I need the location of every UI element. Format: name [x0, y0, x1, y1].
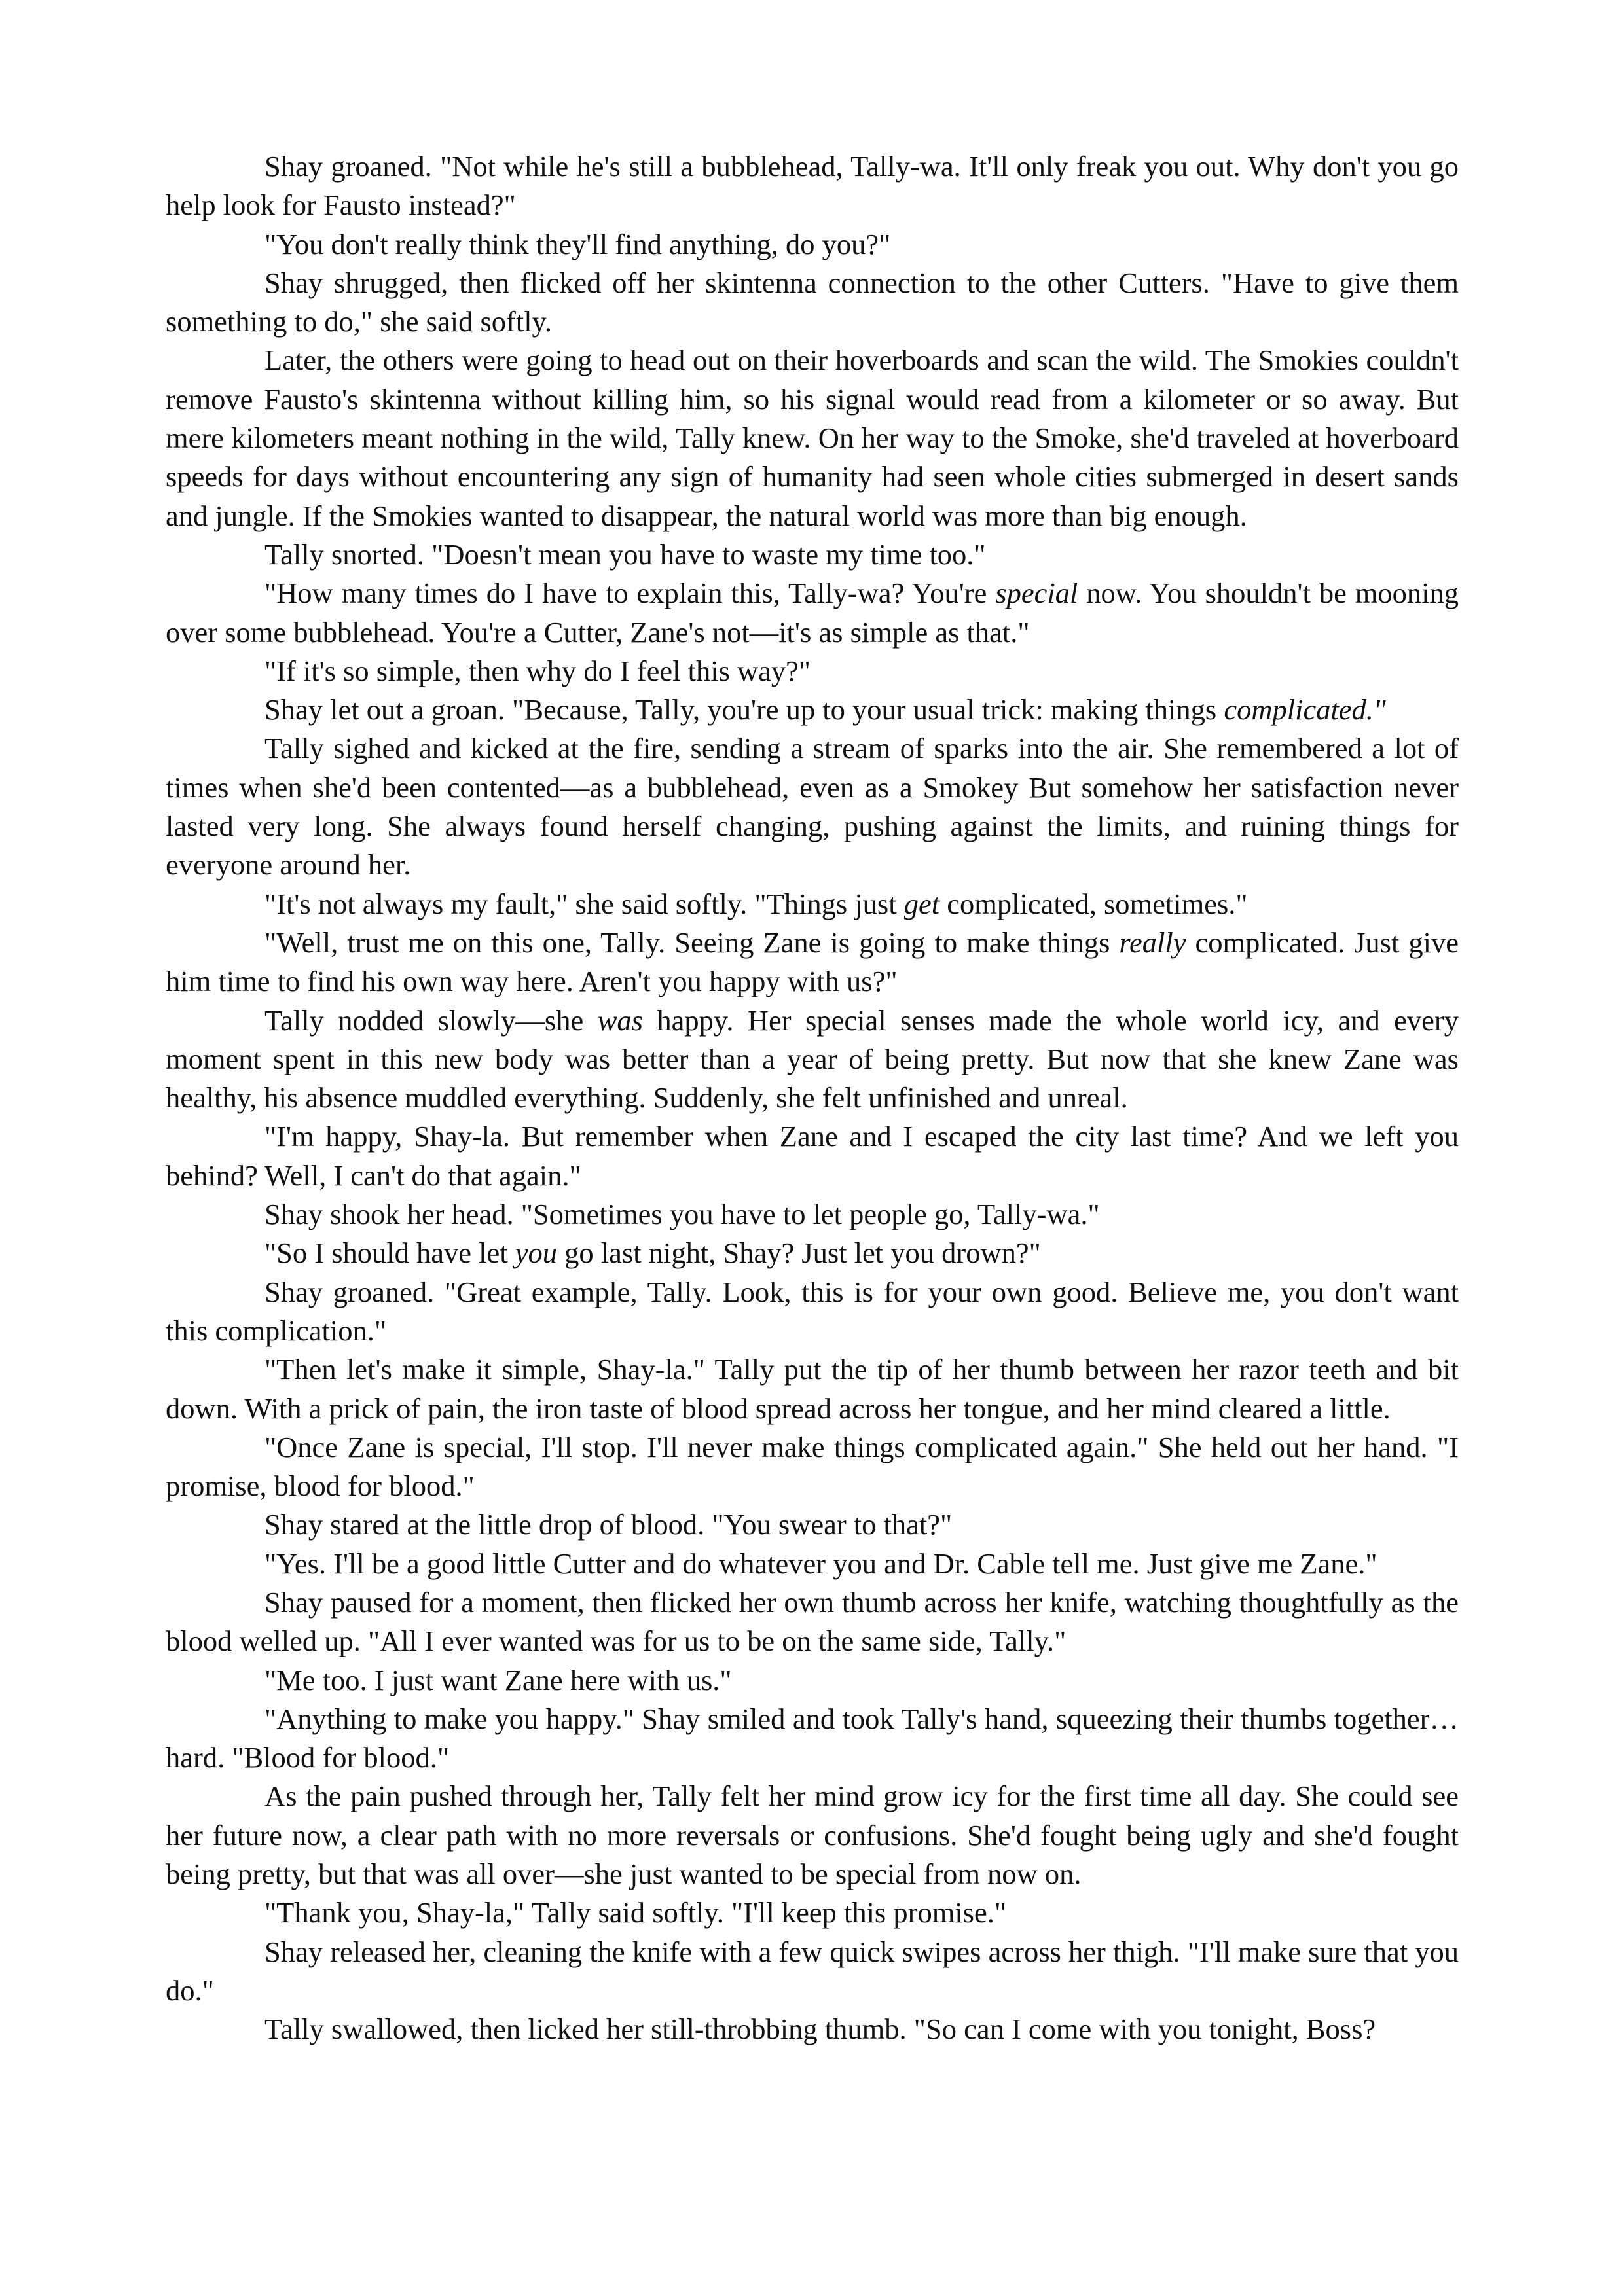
text-run: Tally sighed and kicked at the fire, sending a stream of sparks into the air. She remembered a lot of times when she'd been contented—as a bubblehead, even as a Smokey But somehow her satisfaction never lasted very long. She always found herself changing, pushing against the limits, and ruining things for everyone around her. — [166, 732, 1459, 882]
paragraph — [166, 1661, 1459, 1700]
text-run: Tally swallowed, then licked her still-throbbing thumb. "So can I come with you tonight, Boss? — [264, 2013, 1376, 2046]
paragraph — [166, 1195, 1459, 1234]
text-run: now. You shouldn't be mooning over some bubblehead. You're a Cutter, Zane's not—it's as simple as that." — [166, 577, 1459, 649]
text-run: "Anything to make you happy." Shay smiled and took Tally's hand, squeezing their thumbs together…hard. "Blood for blood." — [166, 1702, 1459, 1774]
paragraph — [166, 1583, 1459, 1661]
paragraph — [166, 1700, 1459, 1778]
paragraph — [166, 1428, 1459, 1506]
text-run: "How many times do I have to explain this, Tally-wa? You're — [264, 577, 996, 610]
paragraph — [166, 2010, 1459, 2049]
paragraph — [166, 885, 1459, 924]
paragraph — [166, 1777, 1459, 1893]
text-run: "Well, trust me on this one, Tally. Seeing Zane is going to make things — [264, 925, 1120, 959]
paragraph — [166, 924, 1459, 1001]
text-run: Shay shook her head. "Sometimes you have to let people go, Tally-wa." — [264, 1198, 1100, 1231]
paragraph — [166, 691, 1459, 729]
text-run: Tally nodded slowly—she — [264, 1003, 598, 1037]
text-run: "Thank you, Shay-la," Tally said softly. "I'll keep this promise." — [264, 1896, 1007, 1929]
paragraph — [166, 1933, 1459, 2011]
text-run: Later, the others were going to head out on their hoverboards and scan the wild. The Smokies couldn't remove Fausto's skintenna without killing him, so his signal would read from a kilometer or so away. But mere kilometers meant nothing in the wild, Tally knew. On her way to the Smoke, she'd traveled at hoverboard speeds for days without encountering any sign of humanity had seen whole cities submerged in desert sands and jungle. If the Smokies wanted to disappear, the natural world was more than big enough. — [166, 344, 1459, 532]
text-run: Shay released her, cleaning the knife with a few quick swipes across her thigh. "I'll make sure that you do." — [166, 1935, 1459, 2007]
text-run: "Once Zane is special, I'll stop. I'll never make things complicated again." She held out her hand. "I promise, blood for blood." — [166, 1430, 1459, 1503]
text-run: Shay shrugged, then flicked off her skintenna connection to the other Cutters. "Have to give them something to do," she said softly. — [166, 266, 1459, 338]
italic-text: really — [1119, 925, 1186, 959]
paragraph — [166, 1505, 1459, 1544]
text-run: Shay let out a groan. "Because, Tally, you're up to your usual trick: making things — [264, 693, 1224, 726]
text-run: "If it's so simple, then why do I feel this way?" — [264, 654, 811, 687]
paragraph — [166, 341, 1459, 535]
italic-text: special — [995, 577, 1078, 610]
paragraph — [166, 652, 1459, 691]
paragraph — [166, 1117, 1459, 1195]
paragraph — [166, 1273, 1459, 1351]
text-run: "Me too. I just want Zane here with us." — [264, 1663, 732, 1696]
text-run: Shay paused for a moment, then flicked her own thumb across her knife, watching thoughtfully as the blood welled up. "All I ever wanted was for us to be on the same side, Tally." — [166, 1585, 1459, 1658]
text-run: Shay groaned. "Not while he's still a bubblehead, Tally-wa. It'll only freak you out. Why don't you go help look for Fausto instead?" — [166, 150, 1459, 222]
text-run: happy. Her special senses made the whole world icy, and every moment spent in this new body was better than a year of being pretty. But now that she knew Zane was healthy, his absence muddled everything. Suddenly, she felt unfinished and unreal. — [166, 1003, 1459, 1115]
paragraph — [166, 1893, 1459, 1932]
paragraph — [166, 264, 1459, 342]
paragraph — [166, 1234, 1459, 1272]
paragraph — [166, 729, 1459, 884]
paragraph — [166, 1545, 1459, 1583]
text-run: go last night, Shay? Just let you drown?" — [557, 1236, 1041, 1270]
text-run: "Yes. I'll be a good little Cutter and do whatever you and Dr. Cable tell me. Just give me Zane." — [264, 1547, 1377, 1580]
text-run: Shay groaned. "Great example, Tally. Look, this is for your own good. Believe me, you don't want this complication." — [166, 1275, 1459, 1347]
body-text — [166, 147, 1459, 2049]
text-run: Tally snorted. "Doesn't mean you have to waste my time too." — [264, 537, 986, 571]
text-run: Shay stared at the little drop of blood. "You swear to that?" — [264, 1508, 953, 1541]
italic-text: was — [597, 1003, 643, 1037]
text-run: complicated. Just give him time to find his own way here. Aren't you happy with us?" — [166, 925, 1459, 998]
text-run: "Then let's make it simple, Shay-la." Tally put the tip of her thumb between her razor teeth and bit down. With a prick of pain, the iron taste of blood spread across her tongue, and her mind cleared a little. — [166, 1353, 1459, 1425]
paragraph — [166, 147, 1459, 225]
paragraph — [166, 574, 1459, 652]
text-run: As the pain pushed through her, Tally felt her mind grow icy for the first time all day. She could see her future now, a clear path with no more reversals or confusions. She'd fought being ugly and she'd fought being pretty, but that was all over—she just wanted to be special from now on. — [166, 1780, 1459, 1891]
text-run: complicated, sometimes." — [939, 887, 1248, 920]
italic-text: get — [903, 887, 940, 920]
paragraph — [166, 535, 1459, 574]
paragraph — [166, 1350, 1459, 1428]
italic-text: you — [515, 1236, 558, 1270]
italic-text: complicated." — [1224, 693, 1386, 726]
text-run: "I'm happy, Shay-la. But remember when Zane and I escaped the city last time? And we left you behind? Well, I can't do that again." — [166, 1120, 1459, 1192]
paragraph — [166, 225, 1459, 264]
text-run: "It's not always my fault," she said softly. "Things just — [264, 887, 904, 920]
paragraph — [166, 1001, 1459, 1118]
text-run: "So I should have let — [264, 1236, 515, 1270]
text-run: "You don't really think they'll find anything, do you?" — [264, 227, 891, 260]
